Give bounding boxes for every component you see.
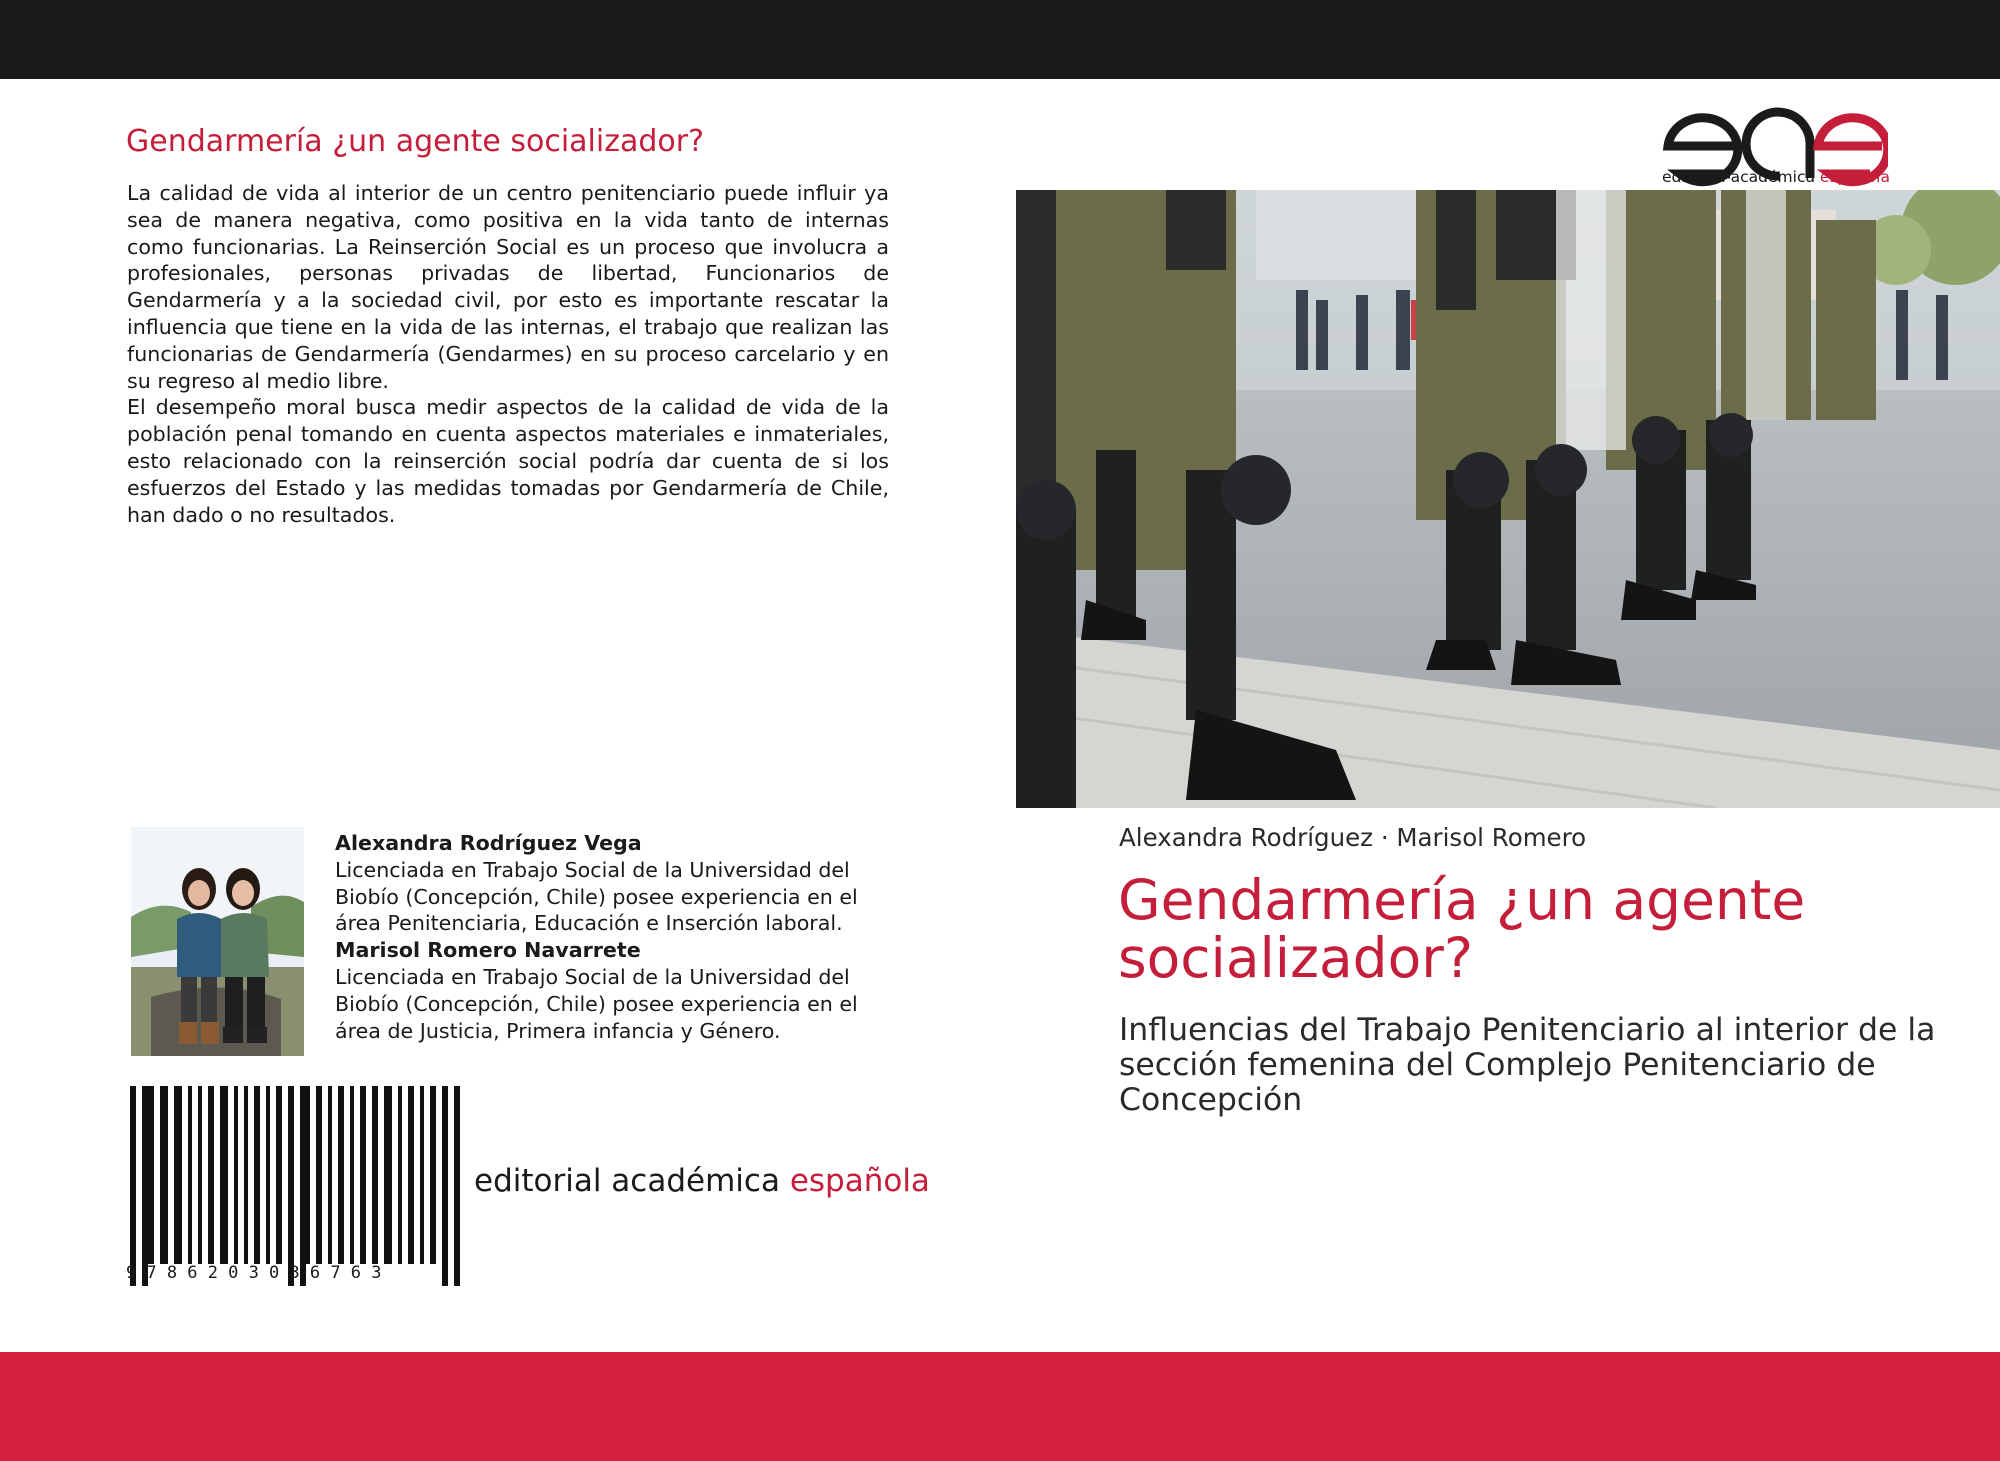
barcode-bar bbox=[288, 1086, 294, 1286]
imprint-text: editorial académica bbox=[474, 1163, 790, 1199]
author-name: Alexandra Rodríguez Vega bbox=[335, 831, 642, 855]
barcode-bar bbox=[198, 1086, 202, 1264]
barcode-bar bbox=[316, 1086, 322, 1264]
barcode-bar bbox=[306, 1086, 310, 1264]
barcode-bar bbox=[328, 1086, 332, 1264]
barcode-bar bbox=[244, 1086, 248, 1264]
barcode-bar bbox=[188, 1086, 192, 1264]
author-bio: Licenciada en Trabajo Social de la Universidad del Biobío (Concepción, Chile) posee experiencia en el área de Justicia, Primera infancia y Género. bbox=[335, 964, 858, 1043]
barcode-bar bbox=[398, 1086, 402, 1264]
bottom-band bbox=[0, 1352, 2000, 1461]
publisher-imprint bbox=[474, 1163, 930, 1199]
top-band bbox=[0, 0, 2000, 79]
blurb-paragraph: El desempeño moral busca medir aspectos de la calidad de vida de la población penal tomando en cuenta aspectos materiales e inmateriales, esto relacionado con la reinserción social podría dar cuenta de si los esfuerzos del Estado y las medidas tomadas por Gendarmería de Chile, han dado o no resultados. bbox=[127, 395, 889, 527]
blurb-paragraph: La calidad de vida al interior de un centro penitenciario puede influir ya sea de manera negativa, como positiva en la vida tanto de internas como funcionarias. La Reinserción Social es un proceso que involucra a profesionales, personas privadas de libertad, Funcionarios de Gendarmería y a la sociedad civil, por esto es importante rescatar la influencia que tiene en la vida de las internas, el trabajo que realizan las funcionarias de Gendarmería (Gendarmes) en su proceso carcelario y en su regreso al medio libre. bbox=[127, 181, 889, 393]
barcode-bar bbox=[174, 1086, 182, 1264]
barcode-bar bbox=[142, 1086, 148, 1286]
barcode-bar bbox=[266, 1086, 270, 1264]
barcode-bar bbox=[454, 1086, 460, 1286]
back-cover-title: Gendarmería ¿un agente socializador? bbox=[126, 124, 705, 159]
isbn-digits: 9786203036763 bbox=[126, 1263, 392, 1283]
logo-caption-text: editorial académica bbox=[1662, 168, 1820, 186]
barcode-bar bbox=[360, 1086, 366, 1264]
barcode-bar bbox=[160, 1086, 168, 1264]
author-name: Marisol Romero Navarrete bbox=[335, 938, 641, 963]
author-bios bbox=[335, 830, 895, 1044]
front-cover-authors: Alexandra Rodríguez · Marisol Romero bbox=[1119, 823, 1587, 852]
barcode-bar bbox=[254, 1086, 260, 1264]
author-photo bbox=[131, 827, 304, 1056]
barcode-bar bbox=[384, 1086, 392, 1264]
barcode-bar bbox=[420, 1086, 424, 1264]
logo-caption bbox=[1662, 168, 1890, 186]
barcode-bar bbox=[234, 1086, 238, 1264]
front-cover-subtitle: Influencias del Trabajo Penitenciario al interior de la sección femenina del Complejo Penitenciario de Concepción bbox=[1119, 1012, 1936, 1118]
imprint-accent-text: española bbox=[789, 1163, 930, 1199]
barcode-bar bbox=[208, 1086, 214, 1264]
back-cover-blurb bbox=[127, 180, 889, 528]
isbn-barcode bbox=[130, 1086, 460, 1286]
barcode-bar bbox=[276, 1086, 282, 1264]
barcode-bar bbox=[430, 1086, 436, 1264]
front-cover-title: Gendarmería ¿un agente socializador? bbox=[1118, 868, 1806, 990]
barcode-bar bbox=[220, 1086, 228, 1264]
cover-photo bbox=[1016, 190, 2000, 808]
logo-caption-accent: española bbox=[1819, 168, 1890, 186]
barcode-bar bbox=[130, 1086, 136, 1286]
barcode-bar bbox=[300, 1086, 306, 1286]
barcode-bar bbox=[372, 1086, 378, 1264]
barcode-bar bbox=[408, 1086, 414, 1264]
author-bio: Licenciada en Trabajo Social de la Universidad del Biobío (Concepción, Chile) posee experiencia en el área Penitenciaria, Educación e Inserción laboral. bbox=[335, 857, 858, 936]
barcode-bar bbox=[442, 1086, 448, 1286]
barcode-bar bbox=[338, 1086, 344, 1264]
barcode-bar bbox=[350, 1086, 354, 1264]
barcode-bar bbox=[148, 1086, 154, 1264]
